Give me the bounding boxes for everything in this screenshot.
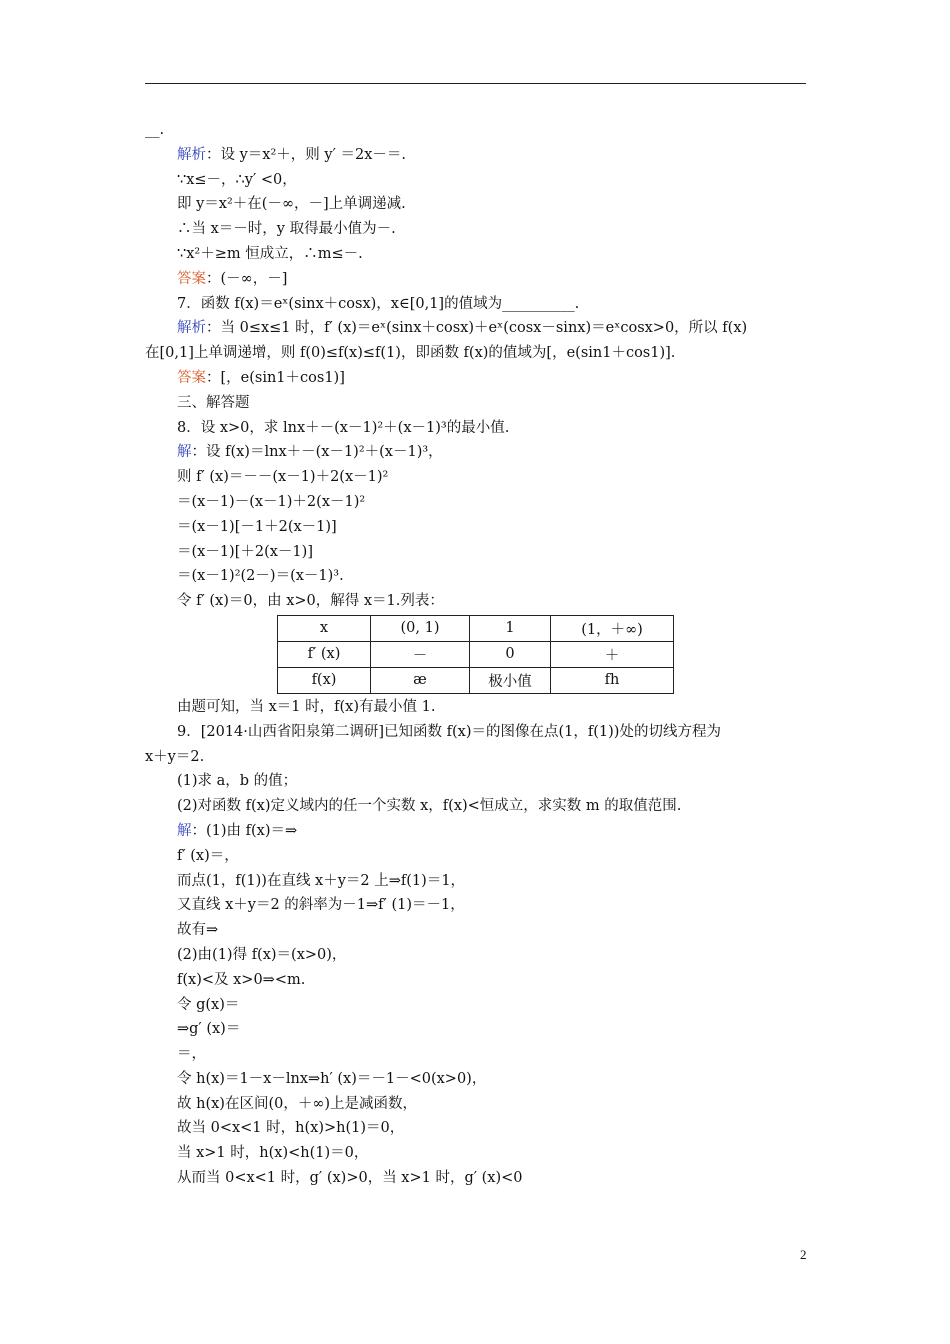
line-text: 令 h(x)＝1－x－lnx⇒h′ (x)＝－1－<0(x>0)， — [177, 1070, 487, 1087]
header-rule — [145, 83, 806, 84]
section-label: 解 — [177, 444, 192, 461]
page-number: 2 — [800, 1247, 807, 1262]
line-text: ⇒g′ (x)＝ — [177, 1021, 241, 1038]
line-text: 在[0,1]上单调递增，则 f(0)≤f(x)≤f(1)，即函数 f(x)的值域为[，e(sin1＋cos1)]. — [145, 345, 676, 362]
text-line — [145, 366, 806, 391]
text-line — [145, 490, 806, 515]
table-cell: 极小值 — [470, 667, 551, 693]
text-line — [145, 720, 806, 745]
line-text: (2)对函数 f(x)定义域内的任一个实数 x，f(x)<恒成立，求实数 m 的取值范围. — [177, 798, 682, 815]
text-line — [145, 143, 806, 168]
line-text: (2)由(1)得 f(x)＝(x>0)， — [177, 946, 347, 963]
text-line — [145, 893, 806, 918]
line-text: 当 x>1 时，h(x)<h(1)＝0， — [177, 1145, 369, 1162]
line-text: x＋y＝2. — [145, 748, 205, 765]
line-text: ：(1)由 f(x)＝⇒ — [191, 822, 298, 839]
line-text: 三、解答题 — [177, 394, 250, 411]
table-row — [278, 667, 674, 693]
table-cell: － — [371, 641, 470, 667]
line-text: ：当 0≤x≤1 时，f′ (x)＝eˣ(sinx＋cosx)＋eˣ(cosx－sinx)＝eˣcosx>0，所以 f(x) — [206, 320, 748, 337]
line-text: 8．设 x>0，求 lnx＋－(x－1)²＋(x－1)³的最小值. — [177, 419, 510, 436]
text-line — [145, 416, 806, 441]
text-line — [145, 391, 806, 416]
text-line — [145, 745, 806, 770]
text-line — [145, 1042, 806, 1067]
text-line — [145, 242, 806, 267]
section-label: 解 — [177, 822, 192, 839]
line-text: ：设 f(x)＝lnx＋－(x－1)²＋(x－1)³， — [191, 444, 443, 461]
table-cell: (1，＋∞) — [551, 615, 674, 641]
table-cell: 1 — [470, 615, 551, 641]
text-line — [145, 1017, 806, 1042]
table-cell: ＋ — [551, 641, 674, 667]
table-cell: æ — [371, 667, 470, 693]
line-text: 而点(1，f(1))在直线 x＋y＝2 上⇒f(1)＝1， — [177, 872, 466, 889]
text-line — [145, 465, 806, 490]
line-text: 又直线 x＋y＝2 的斜率为－1⇒f′ (1)＝－1， — [177, 897, 465, 914]
table-row — [278, 615, 674, 641]
section-label: 答案 — [177, 369, 206, 386]
text-line — [145, 217, 806, 242]
line-text: 9．[2014·山西省阳泉第二调研]已知函数 f(x)＝的图像在点(1，f(1))处的切线方程为 — [177, 723, 721, 740]
line-text: 故有⇒ — [177, 922, 219, 939]
text-line — [145, 943, 806, 968]
text-line — [145, 292, 806, 317]
table-row — [278, 641, 674, 667]
text-line — [145, 819, 806, 844]
text-block-before-table — [145, 118, 806, 614]
text-line — [145, 1092, 806, 1117]
text-line — [145, 1116, 806, 1141]
text-line — [145, 540, 806, 565]
line-text: 7．函数 f(x)＝eˣ(sinx＋cosx)，x∈[0,1]的值域为__________. — [177, 295, 580, 312]
text-line — [145, 341, 806, 366]
table-cell: 0 — [470, 641, 551, 667]
line-text: f′ (x)＝， — [177, 847, 239, 864]
text-line — [145, 1067, 806, 1092]
table-cell: f′ (x) — [278, 641, 371, 667]
line-text: f(x)<及 x>0⇒<m. — [177, 971, 306, 988]
section-label: 解析 — [177, 320, 206, 337]
text-line — [145, 168, 806, 193]
text-line — [145, 993, 806, 1018]
line-text: 由题可知，当 x＝1 时，f(x)有最小值 1. — [177, 698, 436, 715]
text-line — [145, 869, 806, 894]
line-text: 即 y＝x²＋在(－∞，－]上单调递减. — [177, 196, 406, 213]
text-line — [145, 794, 806, 819]
table-cell: fh — [551, 667, 674, 693]
section-label: 解析 — [177, 146, 206, 163]
text-line — [145, 589, 806, 614]
line-text: 故当 0<x<1 时，h(x)>h(1)＝0， — [177, 1120, 405, 1137]
text-line — [145, 515, 806, 540]
line-text: ：(－∞，－] — [206, 270, 288, 287]
line-text: 令 f′ (x)＝0，由 x>0，解得 x＝1.列表： — [177, 593, 444, 610]
line-text: 从而当 0<x<1 时，g′ (x)>0，当 x>1 时，g′ (x)<0 — [177, 1170, 523, 1187]
document-body — [145, 118, 806, 1191]
line-text: 令 g(x)＝ — [177, 996, 240, 1013]
line-text: ∵x≤－，∴y′ <0， — [177, 171, 297, 188]
text-line — [145, 918, 806, 943]
line-text: 故 h(x)在区间(0，＋∞)上是减函数， — [177, 1095, 418, 1112]
text-line — [145, 440, 806, 465]
text-line — [145, 564, 806, 589]
line-text: ：设 y＝x²＋，则 y′ ＝2x－＝. — [206, 146, 407, 163]
text-line — [145, 769, 806, 794]
line-text: (1)求 a，b 的值； — [177, 773, 298, 790]
line-text: ＝(x－1)²(2－)＝(x－1)³. — [177, 568, 344, 585]
text-line — [145, 118, 806, 143]
section-label: 答案 — [177, 270, 206, 287]
line-text: 则 f′ (x)＝－－(x－1)＋2(x－1)² — [177, 469, 389, 486]
line-text: __. — [145, 122, 165, 138]
line-text: ＝(x－1)[＋2(x－1)] — [177, 543, 313, 560]
table-cell: (0, 1) — [371, 615, 470, 641]
line-text: ：[，e(sin1＋cos1)] — [206, 369, 345, 386]
text-line — [145, 968, 806, 993]
text-line — [145, 267, 806, 292]
text-line — [145, 316, 806, 341]
line-text: ∵x²＋≥m 恒成立，∴m≤－. — [177, 245, 363, 262]
text-line — [145, 695, 806, 720]
line-text: ＝(x－1)[－1＋2(x－1)] — [177, 518, 337, 535]
text-line — [145, 1141, 806, 1166]
sign-table — [277, 615, 674, 694]
text-line — [145, 844, 806, 869]
line-text: ＝(x－1)－(x－1)＋2(x－1)² — [177, 493, 366, 510]
line-text: ∴当 x＝－时，y 取得最小值为－. — [177, 221, 396, 238]
line-text: ＝， — [177, 1046, 206, 1063]
table-cell: f(x) — [278, 667, 371, 693]
text-line — [145, 1166, 806, 1191]
text-line — [145, 192, 806, 217]
text-block-after-table — [145, 695, 806, 1191]
table-cell: x — [278, 615, 371, 641]
